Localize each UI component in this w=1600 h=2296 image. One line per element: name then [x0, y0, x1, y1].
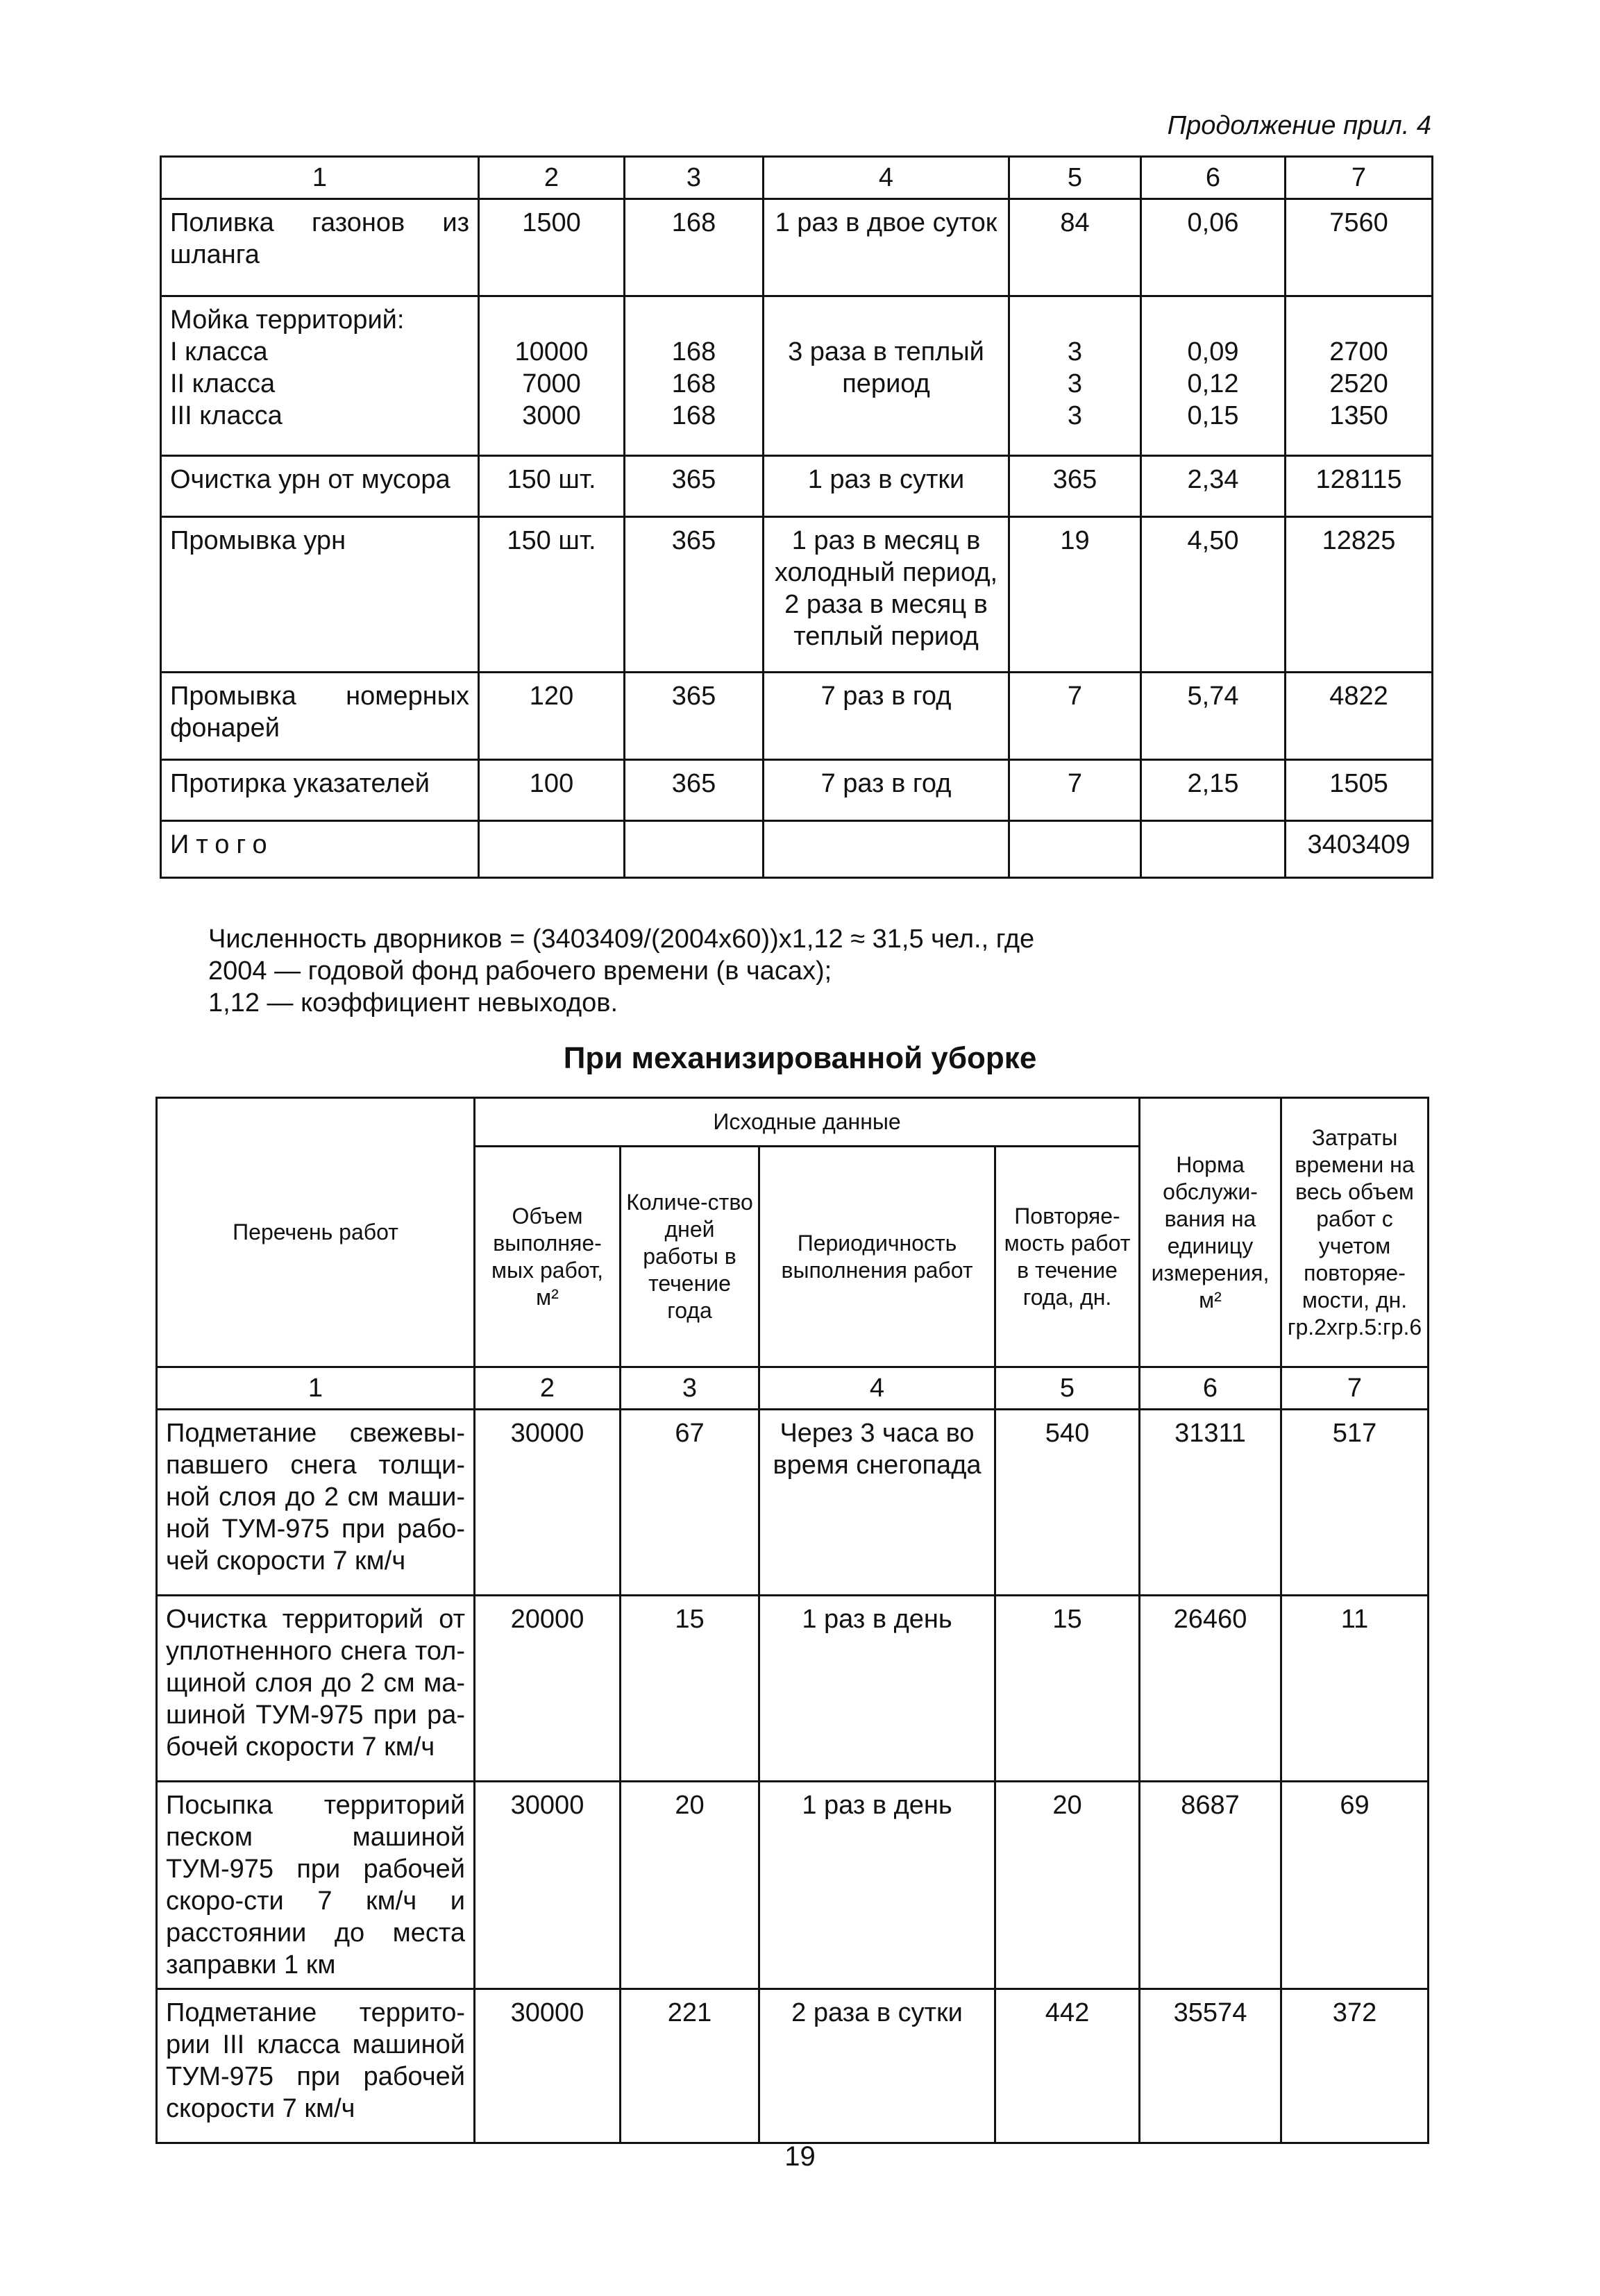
- work-period: 1 раз в день: [759, 1782, 995, 1989]
- column-numbers-row: [161, 157, 1433, 199]
- work-norm: 0,06: [1141, 199, 1286, 296]
- work-repeat: 7: [1009, 760, 1141, 821]
- work-name: Подметание террито-рии III класса машиной ТУМ-975 при рабочей скорости 7 км/ч: [157, 1989, 475, 2143]
- work-days: 365: [625, 517, 764, 673]
- table-row: [157, 1989, 1429, 2143]
- header-volume: Объем выполняе-мых работ, м²: [475, 1147, 621, 1367]
- work-repeat: 84: [1009, 199, 1141, 296]
- work-norm: 2,15: [1141, 760, 1286, 821]
- work-days: 365: [625, 760, 764, 821]
- header-row: [157, 1098, 1429, 1147]
- work-days: 168 168 168: [625, 296, 764, 456]
- work-repeat: 20: [995, 1782, 1140, 1989]
- work-period: 1 раз в сутки: [764, 456, 1009, 517]
- work-days: 20: [621, 1782, 759, 1989]
- col-number: 5: [1009, 157, 1141, 199]
- table-row: [157, 1782, 1429, 1989]
- total-label: Итого: [161, 821, 479, 878]
- work-period: 1 раз в двое суток: [764, 199, 1009, 296]
- table-row: [161, 517, 1433, 673]
- empty-cell: [1009, 821, 1141, 878]
- work-repeat: 15: [995, 1596, 1140, 1782]
- col-number: 3: [625, 157, 764, 199]
- work-days: 221: [621, 1989, 759, 2143]
- table-row: [161, 456, 1433, 517]
- table-row: [161, 760, 1433, 821]
- work-volume: 120: [479, 673, 625, 760]
- table-row: [157, 1596, 1429, 1782]
- col-number: 5: [995, 1367, 1140, 1410]
- work-period: 7 раз в год: [764, 673, 1009, 760]
- col-number: 1: [157, 1367, 475, 1410]
- section-title: При механизированной уборке: [563, 1041, 1037, 1075]
- manual-cleaning-table: [160, 155, 1433, 879]
- col-number: 6: [1140, 1367, 1281, 1410]
- header-period: Периодичность выполнения работ: [759, 1147, 995, 1367]
- work-period: 1 раз в день: [759, 1596, 995, 1782]
- work-volume: 100: [479, 760, 625, 821]
- total-row: [161, 821, 1433, 878]
- work-volume: 30000: [475, 1989, 621, 2143]
- work-name: Очистка урн от мусора: [161, 456, 479, 517]
- empty-cell: [625, 821, 764, 878]
- work-period: 2 раза в сутки: [759, 1989, 995, 2143]
- total-value: 3403409: [1286, 821, 1433, 878]
- work-norm: 31311: [1140, 1410, 1281, 1596]
- header-works: Перечень работ: [157, 1098, 475, 1367]
- col-number: 7: [1281, 1367, 1429, 1410]
- work-repeat: 19: [1009, 517, 1141, 673]
- work-volume: 150 шт.: [479, 517, 625, 673]
- work-name: Протирка указателей: [161, 760, 479, 821]
- work-norm: 4,50: [1141, 517, 1286, 673]
- work-name: Подметание свежевы-павшего снега толщи-ной слоя до 2 см маши-ной ТУМ-975 при рабо-чей скорости 7 км/ч: [157, 1410, 475, 1596]
- work-name: Поливка газонов из шланга: [161, 199, 479, 296]
- work-cost: 12825: [1286, 517, 1433, 673]
- table-row: [161, 673, 1433, 760]
- work-cost: 11: [1281, 1596, 1429, 1782]
- work-cost: 1505: [1286, 760, 1433, 821]
- work-norm: 5,74: [1141, 673, 1286, 760]
- header-cost: Затраты времени на весь объем работ с учетом повторяе-мости, дн. гр.2хгр.5:гр.6: [1281, 1098, 1429, 1367]
- work-period: 3 раза в теплый период: [764, 296, 1009, 456]
- work-norm: 0,09 0,12 0,15: [1141, 296, 1286, 456]
- continuation-caption: Продолжение прил. 4: [1167, 111, 1431, 140]
- header-source-data: Исходные данные: [475, 1098, 1140, 1147]
- work-volume: 30000: [475, 1410, 621, 1596]
- work-cost: 2700 2520 1350: [1286, 296, 1433, 456]
- work-norm: 35574: [1140, 1989, 1281, 2143]
- work-days: 67: [621, 1410, 759, 1596]
- empty-cell: [1141, 821, 1286, 878]
- work-norm: 2,34: [1141, 456, 1286, 517]
- formula-line: Численность дворников = (3403409/(2004х60))х1,12 ≈ 31,5 чел., где: [208, 925, 1035, 954]
- col-number: 2: [479, 157, 625, 199]
- work-cost: 4822: [1286, 673, 1433, 760]
- empty-cell: [479, 821, 625, 878]
- work-volume: 30000: [475, 1782, 621, 1989]
- work-norm: 8687: [1140, 1782, 1281, 1989]
- header-norm: Норма обслужи-вания на единицу измерения, м²: [1140, 1098, 1281, 1367]
- col-number: 3: [621, 1367, 759, 1410]
- col-number: 2: [475, 1367, 621, 1410]
- work-cost: 69: [1281, 1782, 1429, 1989]
- work-period: Через 3 часа во время снегопада: [759, 1410, 995, 1596]
- work-days: 15: [621, 1596, 759, 1782]
- work-repeat: 540: [995, 1410, 1140, 1596]
- work-volume: 20000: [475, 1596, 621, 1782]
- col-number: 7: [1286, 157, 1433, 199]
- empty-cell: [764, 821, 1009, 878]
- header-days: Количе-ство дней работы в течение года: [621, 1147, 759, 1367]
- work-repeat: 365: [1009, 456, 1141, 517]
- work-repeat: 3 3 3: [1009, 296, 1141, 456]
- work-days: 365: [625, 673, 764, 760]
- work-volume: 150 шт.: [479, 456, 625, 517]
- work-cost: 517: [1281, 1410, 1429, 1596]
- mechanized-cleaning-table: [155, 1097, 1429, 2144]
- work-days: 168: [625, 199, 764, 296]
- work-days: 365: [625, 456, 764, 517]
- col-number: 6: [1141, 157, 1286, 199]
- work-volume: 10000 7000 3000: [479, 296, 625, 456]
- work-volume: 1500: [479, 199, 625, 296]
- work-cost: 128115: [1286, 456, 1433, 517]
- staff-formula: [208, 923, 1034, 1019]
- work-name: Мойка территорий: I класса II класса III класса: [161, 296, 479, 456]
- work-period: 1 раз в месяц в холодный период, 2 раза в месяц в теплый период: [764, 517, 1009, 673]
- table-row: [161, 199, 1433, 296]
- table-row: [157, 1410, 1429, 1596]
- column-numbers-row: [157, 1367, 1429, 1410]
- formula-line: 1,12 — коэффициент невыходов.: [208, 988, 618, 1018]
- work-name: Посыпка территорий песком машиной ТУМ-975 при рабочей скоро-сти 7 км/ч и расстоянии до места заправки 1 км: [157, 1782, 475, 1989]
- col-number: 1: [161, 157, 479, 199]
- work-norm: 26460: [1140, 1596, 1281, 1782]
- work-name: Промывка урн: [161, 517, 479, 673]
- work-cost: 7560: [1286, 199, 1433, 296]
- header-repeat: Повторяе-мость работ в течение года, дн.: [995, 1147, 1140, 1367]
- work-name: Промывка номерных фонарей: [161, 673, 479, 760]
- col-number: 4: [759, 1367, 995, 1410]
- work-name: Очистка территорий от уплотненного снега тол-щиной слоя до 2 см ма-шиной ТУМ-975 при ра-бочей скорости 7 км/ч: [157, 1596, 475, 1782]
- page-number: 19: [784, 2141, 816, 2172]
- work-repeat: 7: [1009, 673, 1141, 760]
- work-repeat: 442: [995, 1989, 1140, 2143]
- formula-line: 2004 — годовой фонд рабочего времени (в часах);: [208, 956, 832, 986]
- table-row: [161, 296, 1433, 456]
- work-period: 7 раз в год: [764, 760, 1009, 821]
- work-cost: 372: [1281, 1989, 1429, 2143]
- col-number: 4: [764, 157, 1009, 199]
